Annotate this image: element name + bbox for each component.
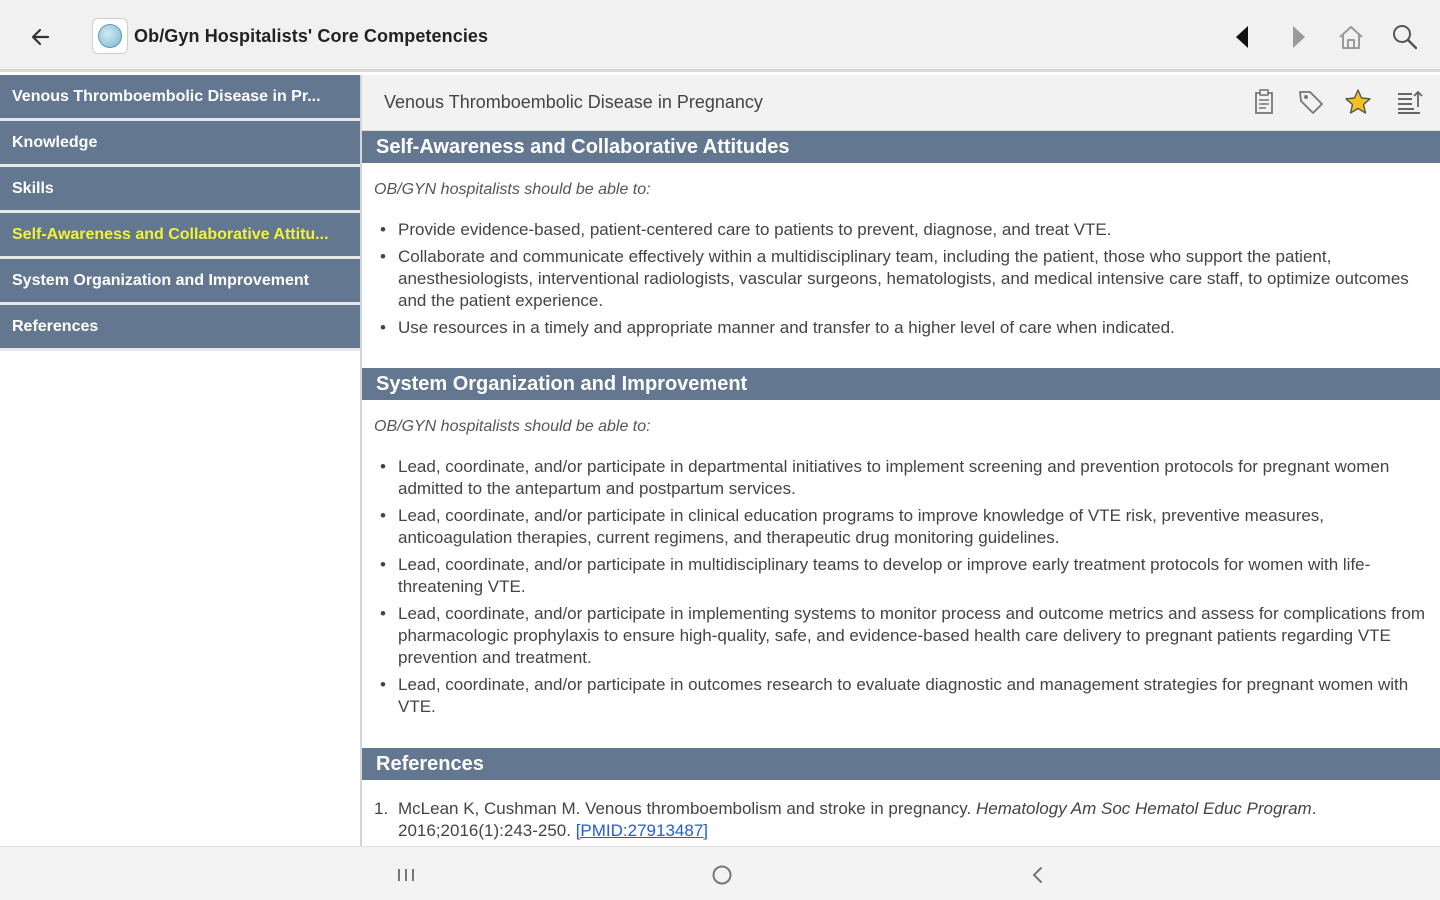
section-body-references	[362, 780, 1440, 846]
tag-icon[interactable]	[1296, 87, 1326, 117]
system-back-icon[interactable]	[1024, 861, 1052, 889]
toc-icon[interactable]	[1394, 87, 1424, 117]
notes-icon[interactable]	[1250, 87, 1280, 117]
list-item: • Collaborate and communicate effectively within a multidisciplinary team, including the patient, those who support the patient, anesthesiologists, interventional radiologists, vascular surgeons, hematologists, and medical intensive care staff, to optimize outcomes and the patient experience.	[374, 246, 1426, 312]
section-body-system-organization	[362, 400, 1440, 748]
star-icon[interactable]	[1343, 87, 1373, 117]
home-circle-icon[interactable]	[708, 861, 736, 889]
list-item: • Use resources in a timely and appropriate manner and transfer to a higher level of care when indicated.	[374, 317, 1426, 339]
sidebar-item-skills[interactable]: Skills	[0, 167, 360, 213]
back-arrow-icon[interactable]	[26, 22, 56, 52]
home-icon[interactable]	[1336, 22, 1366, 52]
section-heading-system-organization: System Organization and Improvement	[362, 368, 1440, 400]
system-nav-bar	[0, 846, 1440, 900]
reference-journal: Hematology Am Soc Hematol Educ Program	[975, 799, 1312, 818]
content-pane	[362, 75, 1440, 846]
previous-triangle-icon[interactable]	[1228, 22, 1258, 52]
list-item: • Lead, coordinate, and/or participate in departmental initiatives to implement screening and prevention protocols for pregnant women admitted to the antepartum and postpartum services.	[374, 456, 1426, 500]
sidebar-item-knowledge[interactable]: Knowledge	[0, 121, 360, 167]
sidebar-item-self-awareness[interactable]: Self-Awareness and Collaborative Attitu...	[0, 213, 360, 259]
app-title: Ob/Gyn Hospitalists' Core Competencies	[134, 26, 489, 46]
reference-item	[374, 798, 1426, 842]
app-bar	[0, 0, 1440, 72]
list-item: • Lead, coordinate, and/or participate in implementing systems to monitor process and outcome metrics and assess for complications from pharmacologic prophylaxis to ensure high-quality, safe, and evidence-based health care delivery to pregnant patients regarding VTE prevention and treatment.	[374, 603, 1426, 669]
sidebar	[0, 75, 362, 846]
section-body-self-awareness	[362, 163, 1440, 368]
reference-number: 1.	[374, 799, 389, 818]
sidebar-item-venous-thromboembolic[interactable]: Venous Thromboembolic Disease in Pr...	[0, 75, 360, 121]
content-header	[362, 75, 1440, 131]
list-item: • Lead, coordinate, and/or participate in clinical education programs to improve knowledge of VTE risk, preventive measures, anticoagulation therapies, current regimens, and therapeutic drug monitoring guidelines.	[374, 505, 1426, 549]
pmid-link[interactable]: [PMID:27913487]	[575, 821, 709, 840]
section-heading-self-awareness: Self-Awareness and Collaborative Attitudes	[362, 131, 1440, 163]
list-item: • Lead, coordinate, and/or participate in outcomes research to evaluate diagnostic and management strategies for pregnant women with VTE.	[374, 674, 1426, 718]
reference-citation: . 2016;2016(1):243-250.	[398, 799, 1317, 840]
section-heading-references: References	[362, 748, 1440, 780]
section-lead: OB/GYN hospitalists should be able to:	[374, 418, 651, 435]
next-triangle-icon[interactable]	[1283, 22, 1313, 52]
sidebar-item-references[interactable]: References	[0, 305, 360, 351]
sidebar-item-system-organization[interactable]: System Organization and Improvement	[0, 259, 360, 305]
section-lead: OB/GYN hospitalists should be able to:	[374, 181, 651, 198]
reference-authors: McLean K, Cushman M. Venous thromboembolism and stroke in pregnancy.	[398, 799, 976, 818]
recent-apps-icon[interactable]	[392, 861, 420, 889]
list-item: • Provide evidence-based, patient-centered care to patients to prevent, diagnose, and treat VTE.	[374, 219, 1426, 241]
app-globe-icon	[92, 18, 128, 54]
content-title: Venous Thromboembolic Disease in Pregnancy	[384, 92, 763, 112]
search-icon[interactable]	[1390, 22, 1420, 52]
list-item: • Lead, coordinate, and/or participate in multidisciplinary teams to develop or improve early treatment protocols for women with life-threatening VTE.	[374, 554, 1426, 598]
